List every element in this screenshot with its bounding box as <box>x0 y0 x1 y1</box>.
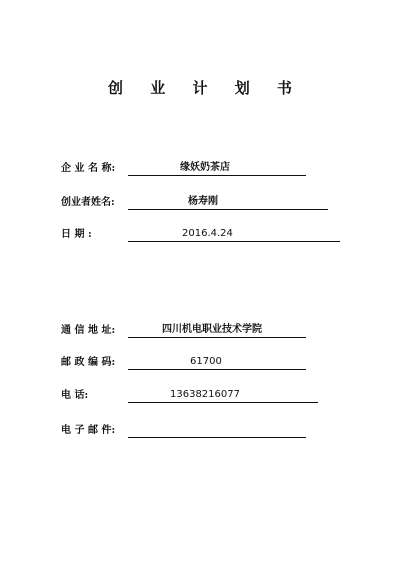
field-label: 邮 政 编 码: <box>61 357 116 368</box>
field-label: 日 期 : <box>61 229 92 240</box>
document-title: 创 业 计 划 书 <box>108 79 303 97</box>
field-value: 13638216077 <box>170 389 240 400</box>
field-founder-name <box>0 196 400 214</box>
field-label: 创业者姓名: <box>61 197 115 208</box>
field-label: 电 子 邮 件: <box>61 425 116 436</box>
field-value: 61700 <box>190 356 222 367</box>
field-underline <box>128 225 340 242</box>
field-underline <box>128 193 328 210</box>
field-date <box>0 228 400 246</box>
field-value: 四川机电职业技术学院 <box>162 324 262 335</box>
field-value: 2016.4.24 <box>182 228 233 239</box>
field-label: 企 业 名 称: <box>61 163 116 174</box>
field-company-name <box>0 162 400 180</box>
field-value: 杨寿刚 <box>188 196 218 207</box>
field-value: 缘妖奶茶店 <box>180 162 230 173</box>
field-label: 电 话: <box>61 390 89 401</box>
field-email <box>0 424 400 442</box>
field-underline <box>128 421 306 438</box>
field-postal-code <box>0 356 400 374</box>
field-phone <box>0 389 400 407</box>
field-address <box>0 324 400 342</box>
field-label: 通 信 地 址: <box>61 325 116 336</box>
